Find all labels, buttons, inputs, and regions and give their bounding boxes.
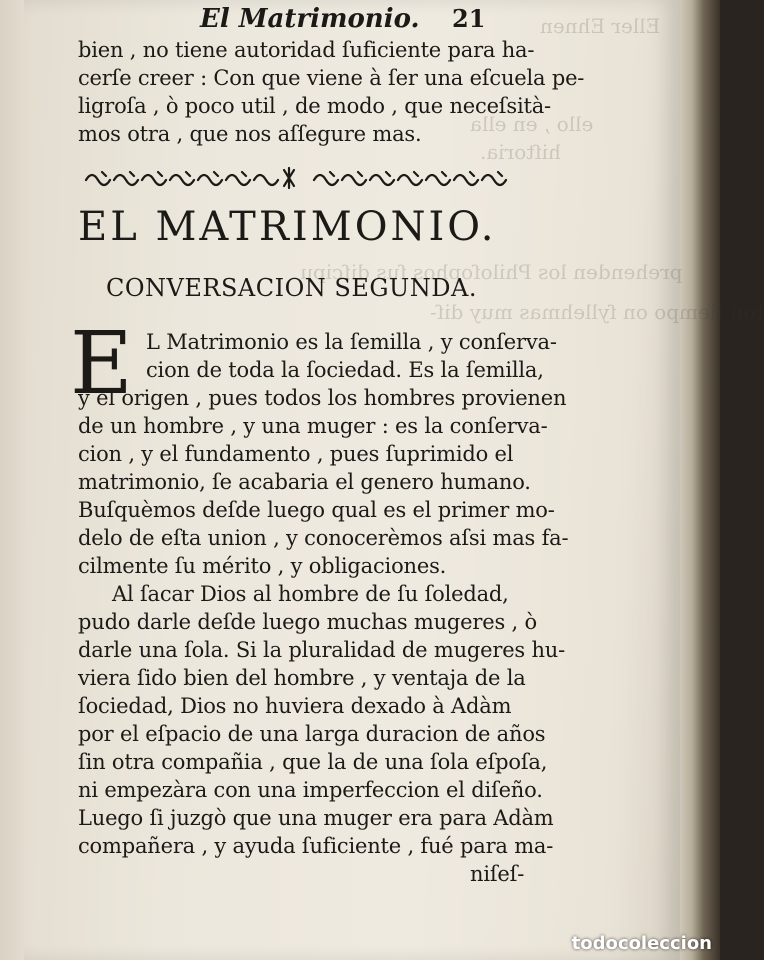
text-line: Al ſacar Dios al hombre de ſu ſoledad, bbox=[112, 582, 509, 606]
text-line: compañera , y ayuda ſuficiente , fué para ma- bbox=[78, 834, 554, 858]
ornament-band bbox=[80, 166, 520, 190]
show-through-text: Eller Ehnen bbox=[540, 14, 661, 38]
chapter-subtitle: CONVERSACION SEGUNDA. bbox=[106, 274, 477, 302]
text-line: delo de eſta union , y conocerèmos aſsi mas fa- bbox=[78, 526, 569, 550]
drop-cap: E bbox=[70, 314, 133, 414]
show-through-text: hiſtoria. bbox=[480, 140, 561, 164]
page-edges bbox=[680, 0, 720, 960]
text-line: bien , no tiene autoridad ſuficiente para ha- bbox=[78, 38, 535, 62]
text-line: ligroſa , ò poco util , de modo , que neceſsità- bbox=[78, 94, 551, 118]
text-line: Luego ſi juzgò que una muger era para Adàm bbox=[78, 806, 554, 830]
text-line: pudo darle deſde luego muchas mugeres , ò bbox=[78, 610, 537, 634]
text-line: de un hombre , y una muger : es la conſerva- bbox=[78, 414, 548, 438]
text-line: cerſe creer : Con que viene à ſer una eſcuela pe- bbox=[78, 66, 585, 90]
show-through-text: ello , en ella bbox=[470, 112, 594, 136]
watermark-logo: todocoleccion bbox=[571, 933, 712, 954]
text-line: cilmente ſu mérito , y obligaciones. bbox=[78, 554, 447, 578]
text-line: cion de toda la ſociedad. Es la ſemilla, bbox=[146, 358, 544, 382]
text-line: Buſquèmos deſde luego qual es el primer mo- bbox=[78, 498, 555, 522]
text-line: L Matrimonio es la ſemilla , y conſerva- bbox=[146, 330, 557, 354]
show-through-text: prehenden los Philoſophos ſus diſcipu bbox=[300, 260, 683, 284]
text-line: mos otra , que nos aſſegure mas. bbox=[78, 122, 422, 146]
text-line: y el origen , pues todos los hombres provienen bbox=[78, 386, 567, 410]
text-line: ſin otra compañia , que la de una ſola eſpoſa, bbox=[78, 750, 548, 774]
show-through-text: ton tiempo on ſyllehmas muy diſ- bbox=[430, 300, 764, 324]
text-line: por el eſpacio de una larga duracion de años bbox=[78, 722, 546, 746]
text-line: ſociedad, Dios no huviera dexado à Adàm bbox=[78, 694, 512, 718]
text-line: viera ſido bien del hombre , y ventaja de la bbox=[78, 666, 526, 690]
text-line: darle una ſola. Si la pluralidad de mugeres hu- bbox=[78, 638, 566, 662]
text-line: ni empezàra con una imperfeccion el diſeño. bbox=[78, 778, 543, 802]
catchword: niſeſ- bbox=[470, 862, 525, 886]
text-line: cion , y el fundamento , pues ſuprimido el bbox=[78, 442, 514, 466]
page-number: 21 bbox=[452, 4, 486, 33]
running-title: El Matrimonio. bbox=[200, 4, 420, 34]
text-line: matrimonio, ſe acabaria el genero humano. bbox=[78, 470, 531, 494]
chapter-title: EL MATRIMONIO. bbox=[78, 204, 497, 250]
